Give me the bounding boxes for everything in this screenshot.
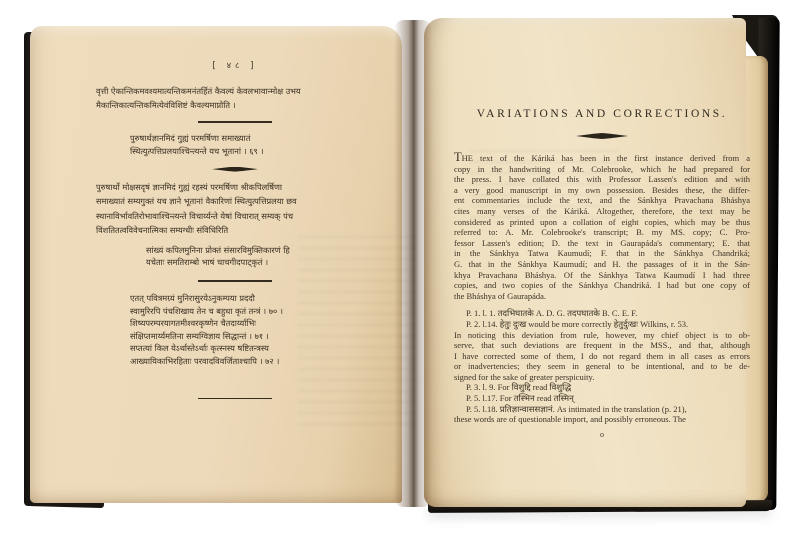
- body-text-line: considered as printed upon a collation of eight copies, which may be thus: [454, 216, 750, 227]
- correction-entry-line: In noticing this deviation from rule, however, my chief object is to ob-: [454, 329, 750, 340]
- left-page: [30, 26, 402, 503]
- body-text-line: G. that in the Sánkhya Kaumudí; and H. the passages of it in the Sán-: [454, 258, 750, 269]
- body-text-line: in the Sánkhya Tatwa Kaumudí; F. that in the Sánkhya Chandriká;: [454, 248, 750, 259]
- sanskrit-verse-line: यचेताः समतिराम्बो भाषं चाचगीदपाट्कृतं ।: [146, 257, 269, 268]
- body-text-line: cites many verses of the Káriká. Altogether, therefore, the text may be: [454, 205, 750, 216]
- sanskrit-verse-line: एतत् पवित्रमग्र्यं मुनिरासुरयेऽनुकम्पया प्रददौ: [130, 293, 255, 303]
- body-text-line: the Bháshya of Gaurapáda.: [454, 290, 547, 301]
- sanskrit-line: स्थानाविर्भावतिरोभावाश्चिन्त्यन्ते विचार्य्यन्ते येषां विचारात् सम्यक् पंच: [96, 210, 294, 221]
- right-page-text-block: [454, 108, 750, 439]
- correction-entry-line: these words are of questionable import, and possibly erroneous. The: [454, 414, 686, 425]
- sanskrit-verse-line: पुरुषार्थज्ञानमिदं गुह्यं परमर्षिणा समाख्यातं: [130, 132, 251, 143]
- body-text-line: referred to: A. Mr. Colebrooke's transcript; B. my MS. copy; C. Pro-: [454, 227, 750, 238]
- left-page-number: [ ४८ ]: [212, 61, 258, 71]
- sanskrit-line: वृत्ती ऐकान्तिकमवश्यमात्यन्तिकमनंतर्हितं कैवल्यं केवलभावान्मोक्ष उभय: [96, 86, 301, 97]
- swelled-rule-divider: [212, 167, 258, 172]
- left-page-text-block: [96, 60, 374, 408]
- body-text-line: copy in the handwriting of Mr. Colebrooke, which he had prepared for: [454, 163, 750, 174]
- section-rule: [198, 398, 272, 400]
- correction-entry-line: P. 3. l. 9. For विशुद्दि read विशुद्धि: [466, 382, 572, 393]
- swelled-rule-divider: [576, 133, 628, 139]
- chapter-title: VARIATIONS AND CORRECTIONS.: [476, 108, 728, 120]
- body-text-line: the press. I have collated this with Professor Lassen's edition and with: [454, 174, 750, 185]
- body-text-line: a very good manuscript in my own possession. Besides these, the differ-: [454, 184, 750, 195]
- sanskrit-verse-line: स्थित्युत्पत्तिप्रलयाश्चिन्त्यन्ते यच भूतानां । ६९ ।: [130, 146, 264, 157]
- body-text-line: fessor Lassen's edition; D. the text in Gaurapáda's commentary; E. that: [454, 237, 750, 248]
- sanskrit-verse-line: सांख्यं कपिलमुनिना प्रोक्तं संसारविमुक्तिकारणं हि: [146, 245, 290, 255]
- body-text-line: THE text of the Káriká has been in the first instance derived from a: [454, 150, 750, 164]
- sanskrit-verse-line: शिष्यपरम्परयागतमीश्वरकृष्णेन चैतदार्य्याभिः: [130, 318, 256, 329]
- sanskrit-line: पुरुषार्थो मोक्षसदृषं ज्ञानमिदं गुह्यं रहस्यं परमर्षिणा श्रीकपिलर्षिणा: [96, 181, 283, 192]
- sanskrit-verse-line: स्वामुरिरपि पंचशिखाय तेन च बहुधा कृतं तन्त्रं । ७० ।: [130, 305, 283, 316]
- sanskrit-verse-line: आख्यायिकाभिरहिताः परवादविवर्जिताश्चापि । ७२ ।: [130, 355, 280, 366]
- sanskrit-line: मैकान्तिकात्यन्तिकमित्येवंविशिष्टं कैवल्यमाप्नोति ।: [96, 99, 236, 110]
- correction-entry-line: P. 1. l. 1. तदभिघातके A. D. G. तदपघातके B. C. E. F.: [466, 308, 638, 319]
- section-rule: [198, 280, 272, 282]
- section-rule: [198, 121, 272, 123]
- correction-entry-line: I have corrected some of them, I do not regard them in all cases as errors: [454, 350, 750, 361]
- body-text-line: copies, and two copies of the Sánkhya Chandriká. I had but one copy of: [454, 280, 750, 291]
- body-text-line: khya Pravachana Bháshya. Of the Sánkhya Tatwa Kaumudí I had three: [454, 269, 750, 280]
- correction-entry-line: or inadvertencies; they seem in general to be intentional, and to be de-: [454, 361, 750, 372]
- sanskrit-verse-line: सप्तत्यां किल येऽर्थास्तेऽर्थाः कृत्स्नस्य षष्टितन्त्रस्य: [130, 343, 269, 354]
- sanskrit-line: समाख्यातं सम्यगुक्तं यच ज्ञाने भूतानां वैकारिणां स्थित्युत्पत्तिप्रलया छव: [96, 196, 297, 207]
- correction-entry-line: serve, that such deviations are frequent in the MSS., and that, although: [454, 340, 750, 351]
- signature-mark: o: [600, 429, 604, 439]
- body-text-line: ent commentaries include the text, and the Sánkhya Pravachana Bháshya: [454, 195, 750, 206]
- correction-entry-line: signed for the sake of greater perspicuity.: [454, 371, 595, 382]
- correction-entry-line: P. 2. l.14. हेतुः दुःख would be more correctly हेतुर्दुःखः Wilkins, r. 53.: [466, 318, 689, 329]
- right-page: [424, 18, 750, 507]
- sanskrit-verse-line: संक्षिप्तमार्य्यमतिना सम्यग्विज्ञाय सिद्धान्तं । ७१ ।: [130, 330, 269, 341]
- sanskrit-line: विंशतितत्वविवेचनात्मिका सम्यग्धीः संविधिरिति: [96, 225, 229, 236]
- correction-entry-line: P. 5. l.18. प्रतिज्ञान्वाससज्ञानं. As intimated in the translation (p. 21),: [466, 403, 687, 414]
- correction-entry-line: P. 5. l.17. For तस्भिन read तस्मिन्: [466, 393, 574, 404]
